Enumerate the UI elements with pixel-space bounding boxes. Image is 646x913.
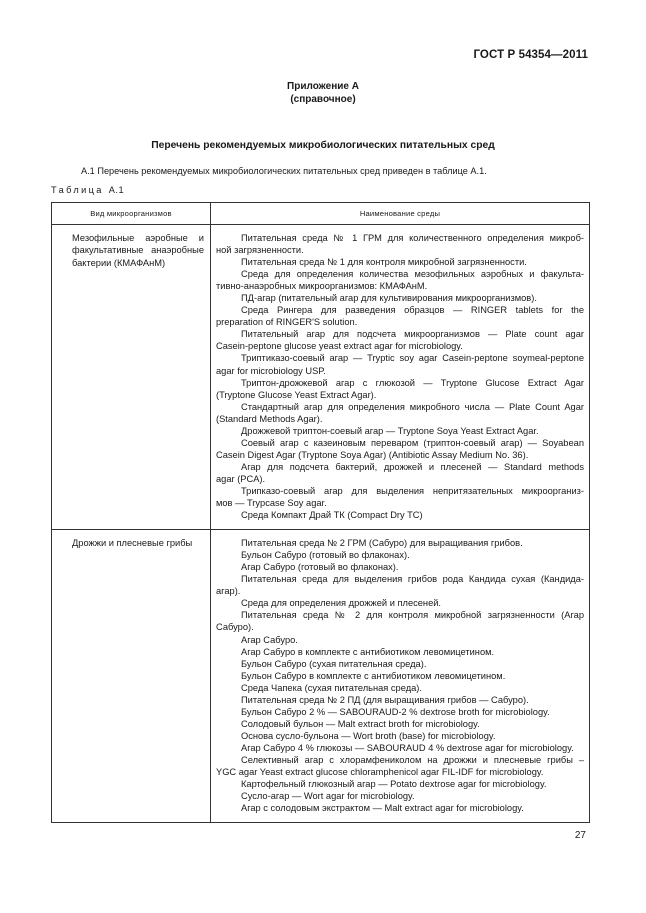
- media-cell: [211, 225, 590, 530]
- medium-line: Питательная среда № 2 ПД (для выращивания грибов — Сабуро).: [241, 694, 529, 705]
- organism-text: факультативные анаэробные: [72, 245, 204, 256]
- medium-line: ПД-агар (питательный агар для культивирования микроорганизмов).: [241, 293, 537, 304]
- medium-line: Селективный агар с хлорамфениколом на дрожжи и плесневые грибы –: [241, 754, 584, 765]
- medium-line: Питательная среда № 1 ГРМ для количественного определения микроб-: [241, 233, 584, 243]
- organism-cell: [52, 530, 211, 823]
- medium-line: Питательная среда № 2 для контроля микробной загрязненности (Агар: [241, 610, 584, 621]
- medium-line: agar (PCA).: [216, 473, 266, 484]
- medium-line: Сабуро).: [216, 622, 254, 633]
- medium-line: Агар Сабуро 4 % глюкозы — SABOURAUD 4 % dextrose agar for microbiology.: [241, 742, 574, 753]
- medium-line: Агар Сабуро (готовый во флаконах).: [241, 562, 399, 573]
- medium-line: Питательный агар для подсчета микроорганизмов — Plate count agar: [241, 329, 584, 340]
- organism-text: бактерии (КМАФАнМ): [72, 257, 166, 268]
- medium-line: Основа сусло-бульона — Wort broth (base) for microbiology.: [241, 730, 496, 741]
- header-medium-name: Наименование среды: [211, 203, 590, 225]
- section-title: Перечень рекомендуемых микробиологических питательных сред: [151, 140, 495, 151]
- medium-line: Бульон Сабуро (готовый во флаконах).: [241, 550, 410, 561]
- medium-line: Питательная среда № 2 ГРМ (Сабуро) для выращивания грибов.: [241, 538, 523, 549]
- medium-line: Среда Компакт Драй ТК (Compact Dry TC): [241, 510, 423, 521]
- medium-line: Агар Сабуро.: [241, 634, 298, 645]
- medium-line: Сусло-агар — Wort agar for microbiology.: [241, 791, 415, 802]
- medium-line: Агар с солодовым экстрактом — Malt extract agar for microbiology.: [241, 803, 524, 814]
- medium-line: Соевый агар с казеиновым переваром (триптон-соевый агар) — Soyabean: [241, 437, 584, 448]
- appendix-title: Приложение А: [287, 81, 359, 92]
- media-cell: [211, 530, 590, 823]
- media-table: [51, 202, 590, 823]
- medium-line: Стандартный агар для определения микробного числа — Plate Count Agar: [241, 401, 584, 412]
- organism-text: Дрожжи и плесневые грибы: [72, 538, 193, 549]
- medium-line: Картофельный глюкозный агар — Potato dextrose agar for microbiology.: [241, 779, 547, 790]
- medium-line: Питательная среда № 1 для контроля микробной загрязненности.: [241, 257, 527, 268]
- intro-paragraph: А.1 Перечень рекомендуемых микробиологических питательных сред приведен в таблице А.1.: [81, 166, 487, 176]
- medium-line: Бульон Сабуро в комплекте с антибиотиком левомицетином.: [241, 670, 506, 681]
- table-caption-word: Таблица: [51, 185, 104, 195]
- medium-line: Casein-peptone glucose yeast extract agar for microbiology.: [216, 341, 463, 352]
- organism-cell: [52, 225, 211, 530]
- medium-line: мов — Trypcase Soy agar.: [216, 498, 327, 509]
- table-header-row: [52, 203, 590, 225]
- medium-line: YGC agar Yeast extract glucose chloramphenicol agar FIL-IDF for microbiology.: [216, 767, 544, 778]
- medium-line: Среда Чапека (сухая питательная среда).: [241, 682, 422, 693]
- medium-line: Среда для определения дрожжей и плесеней.: [241, 598, 442, 609]
- medium-line: тивно-анаэробных микроорганизмов: КМАФАнМ.: [216, 281, 428, 292]
- organism-text: Мезофильные аэробные и: [72, 233, 204, 243]
- medium-line: Среда для определения количества мезофильных аэробных и факульта-: [241, 269, 584, 280]
- medium-line: (Tryptone Glucose Yeast Extract Agar).: [216, 389, 377, 400]
- medium-line: Триптиказо-соевый агар — Tryptic soy agar Casein-peptone soymeal-peptone: [241, 353, 584, 364]
- appendix-subtitle: (справочное): [290, 94, 356, 105]
- table-row: [52, 530, 590, 823]
- page-number: 27: [574, 830, 586, 841]
- medium-line: Среда Рингера для разведения образцов — RINGER tablets for the: [241, 305, 584, 316]
- medium-line: Солодовый бульон — Malt extract broth for microbiology.: [241, 718, 480, 729]
- medium-line: Casein Digest Agar (Tryptone Soya Agar) (Antibiotic Assay Medium No. 36).: [216, 449, 529, 460]
- header-organism-type: Вид микроорганизмов: [52, 203, 211, 225]
- medium-line: Бульон Сабуро (сухая питательная среда).: [241, 658, 427, 669]
- medium-line: Дрожжевой триптон-соевый агар — Tryptone Soya Yeast Extract Agar.: [241, 425, 539, 436]
- medium-line: Триптон-дрожжевой агар с глюкозой — Tryptone Glucose Extract Agar: [241, 377, 584, 388]
- medium-line: (Standard Methods Agar).: [216, 413, 323, 424]
- medium-line: Трипказо-соевый агар для выделения непритязательных микроорганиз-: [241, 485, 584, 496]
- document-code: ГОСТ Р 54354—2011: [473, 49, 588, 61]
- medium-line: preparation of RINGER'S solution.: [216, 317, 358, 328]
- medium-line: ной загрязненности.: [216, 245, 304, 256]
- medium-line: agar for microbiology USP.: [216, 365, 326, 376]
- table-row: [52, 225, 590, 530]
- medium-line: Агар Сабуро в комплекте с антибиотиком левомицетином.: [241, 646, 495, 657]
- table-caption-number: А.1: [108, 185, 125, 195]
- medium-line: агар).: [216, 586, 241, 597]
- appendix-heading: [0, 80, 646, 106]
- medium-line: Агар для подсчета бактерий, дрожжей и плесеней — Standard methods: [241, 461, 584, 472]
- medium-line: Бульон Сабуро 2 % — SABOURAUD-2 % dextrose broth for microbiology.: [241, 706, 550, 717]
- medium-line: Питательная среда для выделения грибов рода Кандида сухая (Кандида-: [241, 574, 584, 585]
- table-caption: [51, 185, 124, 195]
